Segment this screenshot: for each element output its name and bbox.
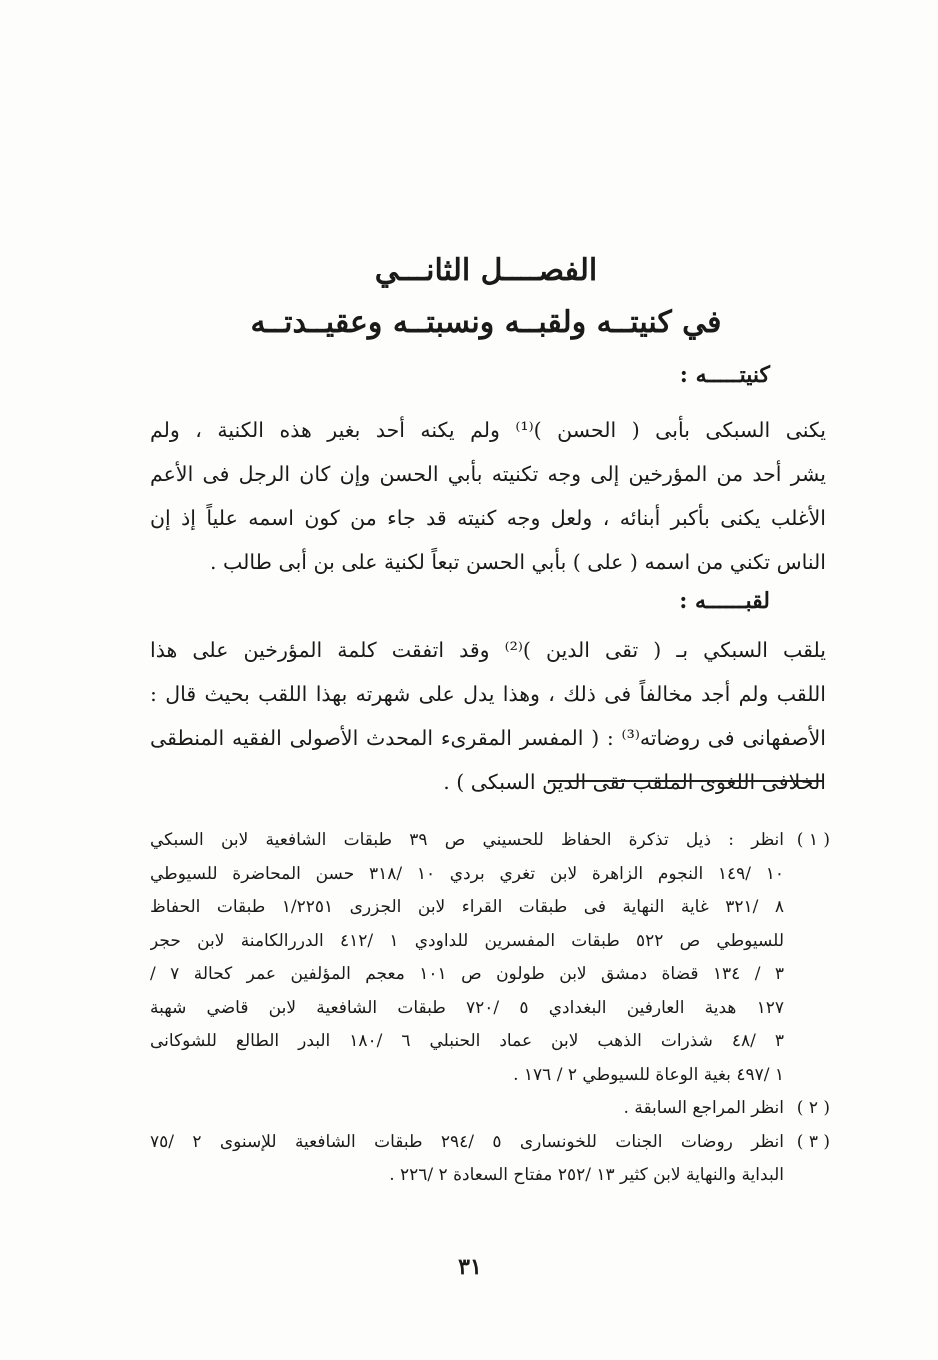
footnote-line: ١ /٤٩٧ بغية الوعاة للسيوطي ٢ / ١٧٦ . <box>513 1064 784 1085</box>
paragraph-kunya <box>150 408 826 584</box>
footnote-line: انظر روضات الجنات للخونسارى ٥ /٢٩٤ طبقات الشافعية للإسنوى ٢ /٧٥ <box>150 1131 784 1152</box>
footnote-1 <box>150 824 830 1092</box>
paragraph-laqab <box>150 628 826 804</box>
footnote-number: ( ١ ) <box>796 830 830 850</box>
paragraph-line: يلقب السبكي بـ ( تقى الدين )⁽²⁾ وقد اتفقت كلمة المؤرخين على هذا <box>150 638 826 662</box>
paragraph-line: اللقب ولم أجد مخالفاً فى ذلك ، وهذا يدل على شهرته بهذا اللقب بحيث قال : <box>150 682 826 706</box>
footnote-line: للسيوطي ص ٥٢٢ طبقات المفسرين للداودي ١ /٤١٢ الدررالكامنة لابن حجر <box>150 930 784 951</box>
paragraph-line: يشر أحد من المؤرخين إلى وجه تكنيته بأبي الحسن وإن كان الرجل فى الأعم <box>150 462 826 486</box>
footnote-line: انظر : ذيل تذكرة الحفاظ للحسيني ص ٣٩ طبقات الشافعية لابن السبكي <box>150 830 784 850</box>
paragraph-line: الخلافى اللغوى الملقب تقى الدين السبكى ) . <box>443 770 826 794</box>
paragraph-line: الأصفهانى فى روضاته⁽³⁾ : ( المفسر المقرىء المحدث الأصولى الفقيه المنطقى <box>150 726 826 750</box>
footnotes <box>150 824 830 1193</box>
paragraph-line: الناس تكني من اسمه ( على ) بأبي الحسن تبعاً لكنية على بن أبى طالب . <box>210 550 826 574</box>
footnote-2 <box>150 1092 830 1126</box>
page-number: ٣١ <box>458 1254 482 1280</box>
section-heading-kunya: كنيتـــــه : <box>679 362 770 388</box>
footnote-line: ١٠ /١٤٩ النجوم الزاهرة لابن تغري بردي ١٠ /٣١٨ حسن المحاضرة للسيوطي <box>150 863 784 884</box>
footnote-number: ( ٣ ) <box>796 1131 830 1152</box>
chapter-title: الفصــــل الثانـــي <box>374 253 598 288</box>
footnote-line: البداية والنهاية لابن كثير ١٣ /٢٥٢ مفتاح السعادة ٢ /٢٢٦ . <box>389 1165 784 1185</box>
footnote-3 <box>150 1126 830 1193</box>
paragraph-line: يكنى السبكى بأبى ( الحسن )⁽¹⁾ ولم يكنه أحد بغير هذه الكنية ، ولم <box>150 418 826 442</box>
section-heading-laqab: لقبــــــه : <box>679 588 770 614</box>
footnote-line: ٣ /٤٨ شذرات الذهب لابن عماد الحنبلي ٦ /١٨٠ البدر الطالع للشوكانى <box>150 1031 784 1051</box>
footnote-line: ٣ / ١٣٤ قضاة دمشق لابن طولون ص ١٠١ معجم المؤلفين عمر كحالة ٧ / <box>150 964 784 984</box>
footnote-line: ٨ /٣٢١ غاية النهاية فى طبقات القراء لابن الجزرى ١/٢٢٥١ طبقات الحفاظ <box>150 897 784 917</box>
footnote-number: ( ٢ ) <box>796 1098 830 1118</box>
footnote-line: ١٢٧ هدية العارفين البغدادي ٥ /٧٢٠ طبقات الشافعية لابن قاضي شهبة <box>150 997 784 1018</box>
footnote-line: انظر المراجع السابقة . <box>623 1098 784 1118</box>
paragraph-line: الأغلب يكنى بأكبر أبنائه ، ولعل وجه كنيته قد جاء من كون اسمه علياً إذ إن <box>150 506 826 530</box>
chapter-subtitle: في كنيتــه ولقبــه ونسبتــه وعقيــدتــه <box>250 305 722 340</box>
footnote-divider <box>548 780 823 782</box>
